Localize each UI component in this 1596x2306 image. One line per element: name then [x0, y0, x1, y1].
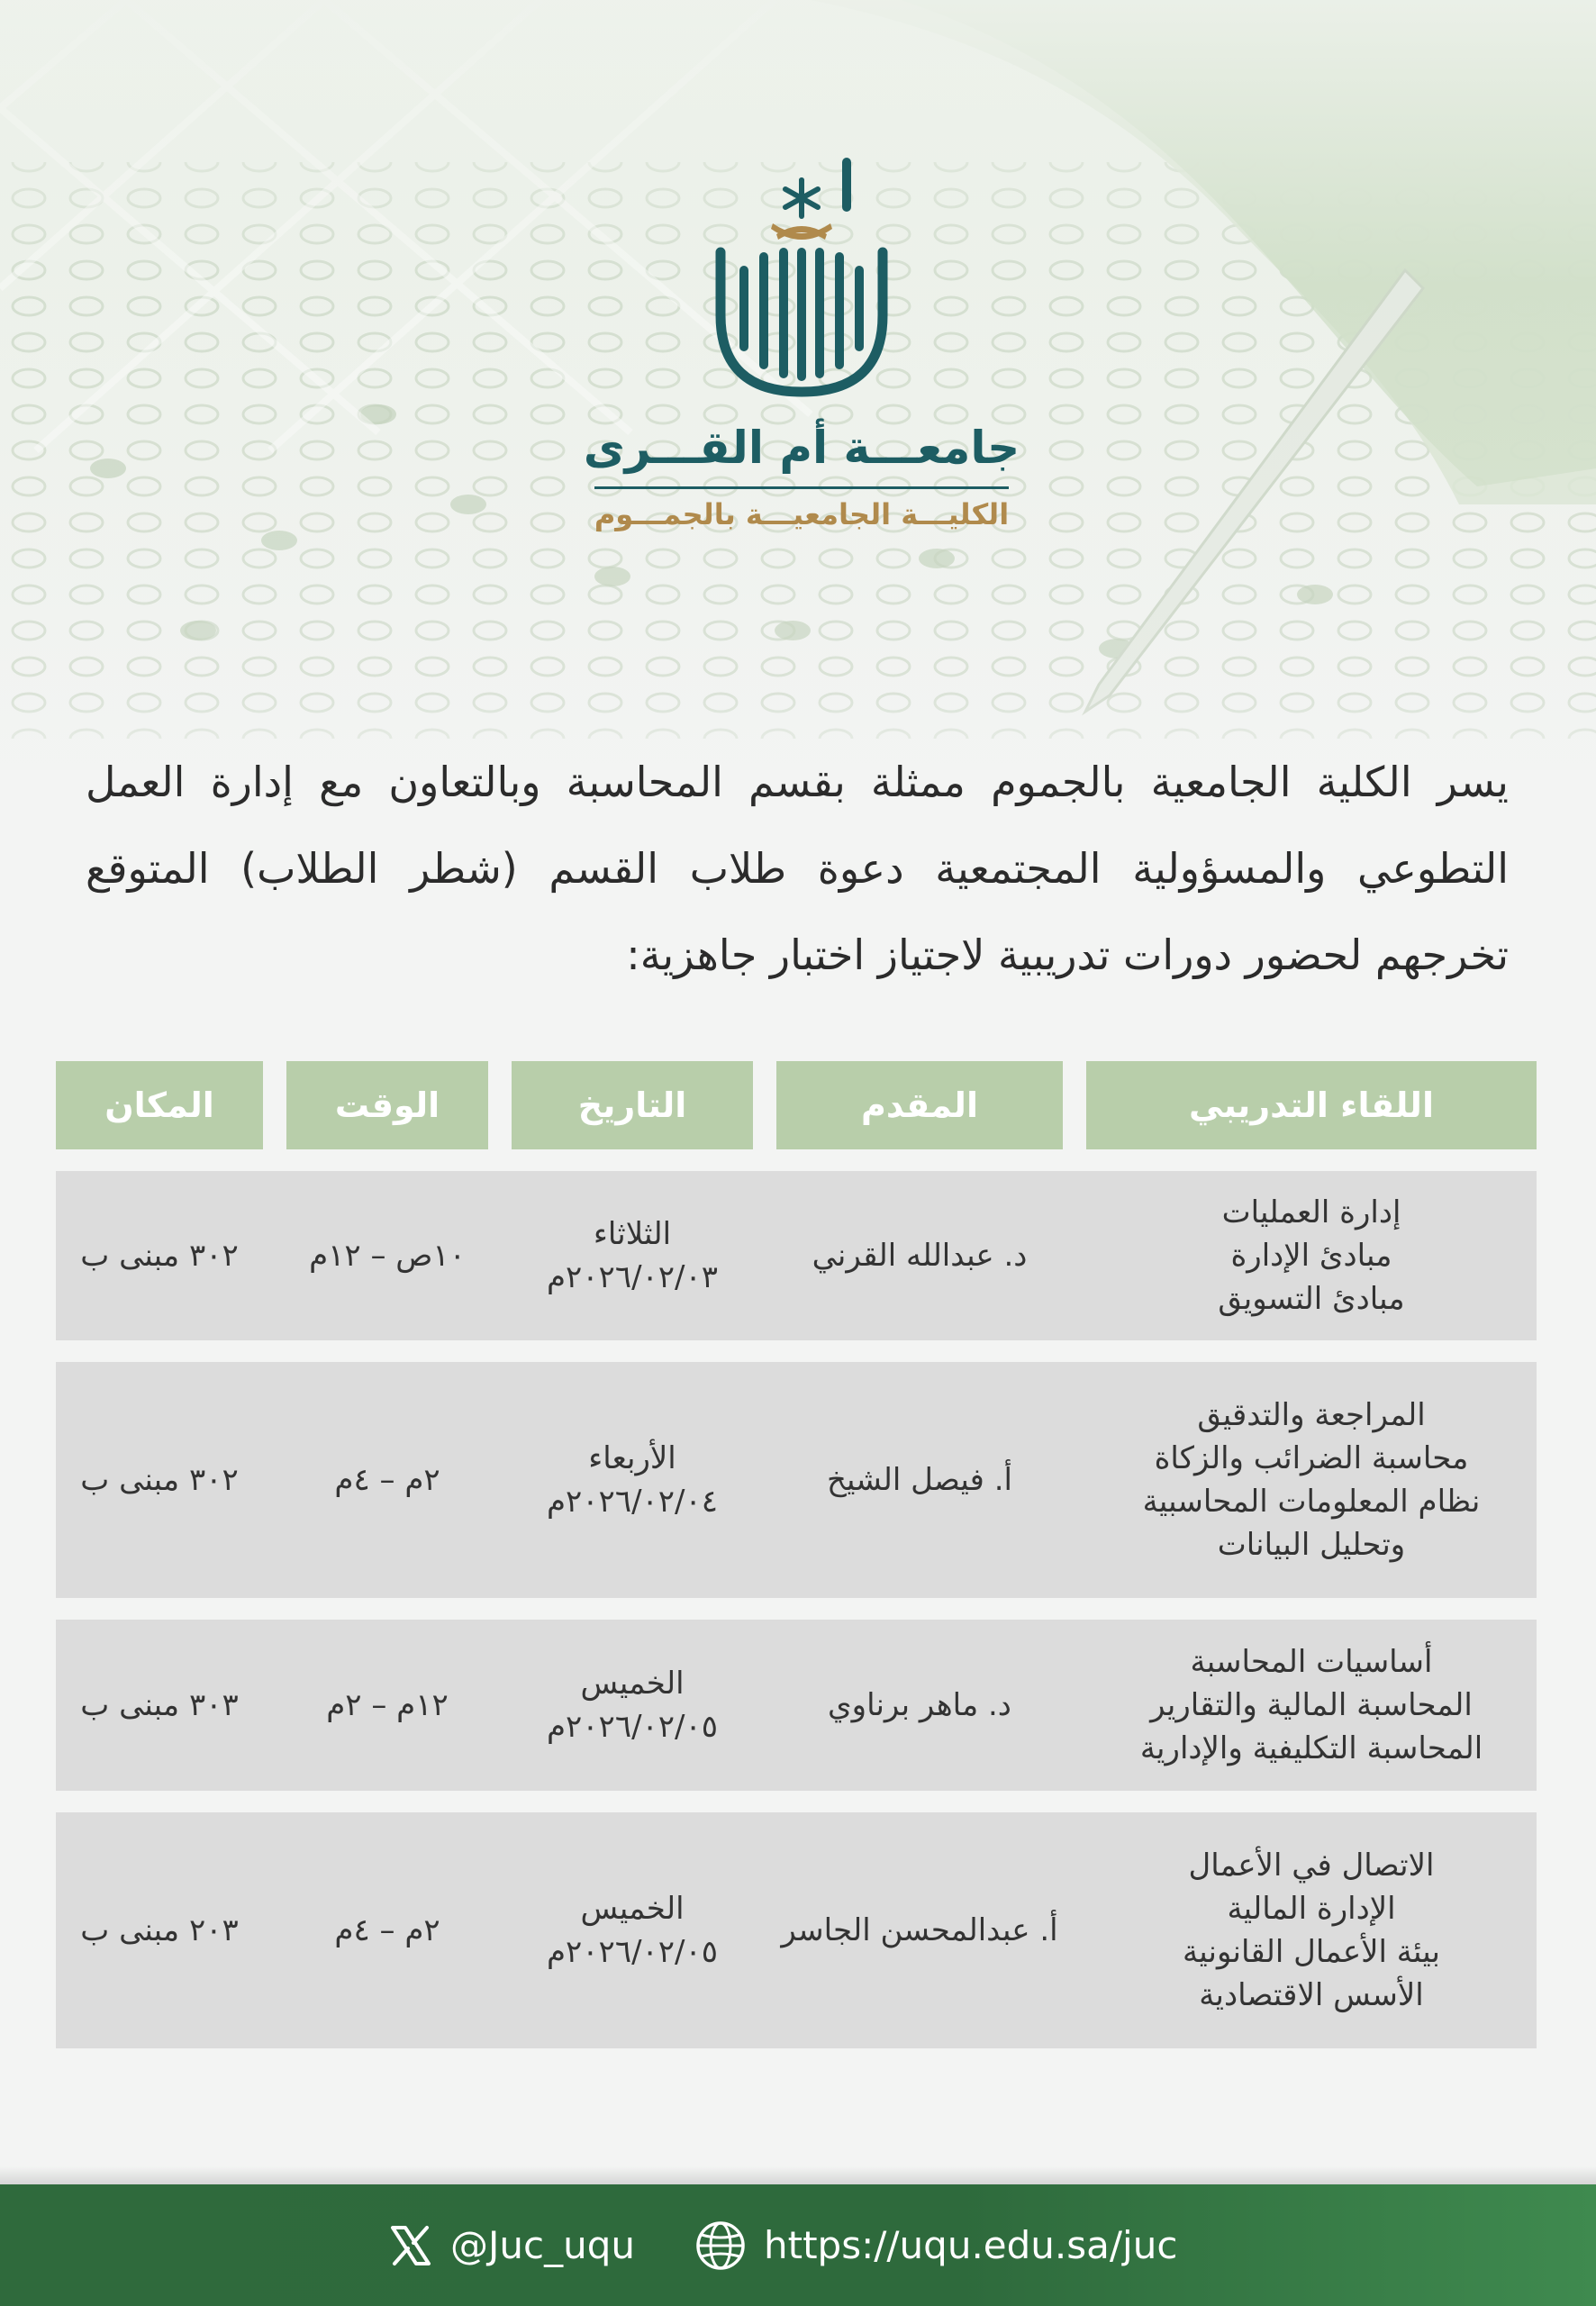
- session-date: [512, 1171, 753, 1340]
- session-topics: [1086, 1812, 1537, 2048]
- table-header: [56, 1061, 1537, 1149]
- session-date: [512, 1362, 753, 1598]
- presenter: أ. فيصل الشيخ: [827, 1462, 1012, 1498]
- header-presenter: المقدم: [776, 1061, 1063, 1149]
- university-emblem-icon: [712, 153, 892, 405]
- announcement-text: يسر الكلية الجامعية بالجموم ممثلة بقسم المحاسبة وبالتعاون مع إدارة العمل التطوعي والمسؤولية المجتمعية دعوة طلاب القسم (شطر الطلاب) المتوقع تخرجهم لحضور دورات تدريبية لاجتياز اختبار جاهزية:: [86, 758, 1509, 979]
- session-time: ١٢م – ٢م: [326, 1687, 449, 1723]
- x-handle-text: @Juc_uqu: [450, 2223, 635, 2267]
- presenter: أ. عبدالمحسن الجاسر: [781, 1912, 1058, 1948]
- footer-shadow: [0, 2166, 1596, 2184]
- x-handle-link[interactable]: [387, 2184, 635, 2306]
- session-place: ٣٠٣ مبنى ب: [80, 1687, 239, 1723]
- session-date: [512, 1812, 753, 2048]
- topic: الأسس الاقتصادية: [1199, 1977, 1424, 2013]
- schedule-table: [56, 1061, 1537, 2048]
- college-name: الكليـــة الجامعيـــة بالجمـــوم: [594, 497, 1010, 531]
- topic: وتحليل البيانات: [1217, 1527, 1406, 1563]
- topic: مبادئ الإدارة: [1230, 1238, 1392, 1274]
- topic: الإدارة المالية: [1227, 1891, 1396, 1927]
- date: ٢٠٢٦/٠٢/٠٤م: [546, 1484, 719, 1520]
- topic: الاتصال في الأعمال: [1188, 1848, 1435, 1884]
- header-session: اللقاء التدريبي: [1086, 1061, 1537, 1149]
- topic: بيئة الأعمال القانونية: [1183, 1934, 1441, 1970]
- header-time: الوقت: [286, 1061, 488, 1149]
- presenter: د. ماهر برناوي: [828, 1687, 1011, 1723]
- university-logo: [576, 153, 1027, 549]
- table-row: [56, 1620, 1537, 1791]
- day: الثلاثاء: [593, 1216, 672, 1252]
- topic: محاسبة الضرائب والزكاة: [1154, 1440, 1469, 1476]
- session-time: ٢م – ٤م: [334, 1462, 440, 1498]
- date: ٢٠٢٦/٠٢/٠٥م: [546, 1934, 719, 1970]
- footer-bar: [0, 2184, 1596, 2306]
- website-text: https://uqu.edu.sa/juc: [764, 2223, 1178, 2267]
- topic: أساسيات المحاسبة: [1190, 1644, 1433, 1680]
- date: ٢٠٢٦/٠٢/٠٥م: [546, 1709, 719, 1745]
- header-place: المكان: [56, 1061, 263, 1149]
- session-time: ٢م – ٤م: [334, 1912, 440, 1948]
- table-row: [56, 1812, 1537, 2048]
- session-place: ٢٠٣ مبنى ب: [80, 1912, 239, 1948]
- day: الخميس: [580, 1666, 685, 1702]
- topic: نظام المعلومات المحاسبية: [1142, 1484, 1481, 1520]
- logo-divider: [594, 486, 1009, 489]
- day: الأربعاء: [588, 1440, 676, 1476]
- table-row: [56, 1171, 1537, 1340]
- session-topics: [1086, 1171, 1537, 1340]
- session-topics: [1086, 1362, 1537, 1598]
- session-date: [512, 1620, 753, 1791]
- day: الخميس: [580, 1891, 685, 1927]
- date: ٢٠٢٦/٠٢/٠٣م: [546, 1259, 719, 1295]
- topic: مبادئ التسويق: [1218, 1281, 1405, 1317]
- session-time: ١٠ص – ١٢م: [309, 1238, 466, 1274]
- topic: إدارة العمليات: [1221, 1194, 1401, 1230]
- presenter: د. عبدالله القرني: [812, 1238, 1028, 1274]
- website-link[interactable]: [694, 2184, 1177, 2306]
- globe-icon: [694, 2219, 748, 2273]
- session-topics: [1086, 1620, 1537, 1791]
- topic: المحاسبة التكليفية والإدارية: [1139, 1730, 1483, 1766]
- session-place: ٣٠٢ مبنى ب: [80, 1462, 239, 1498]
- x-logo-icon: [387, 2222, 434, 2269]
- session-place: ٣٠٢ مبنى ب: [80, 1238, 239, 1274]
- topic: المحاسبة المالية والتقارير: [1150, 1687, 1473, 1723]
- header-date: التاريخ: [512, 1061, 753, 1149]
- table-row: [56, 1362, 1537, 1598]
- university-name: جامعـــة أم القـــرى: [583, 422, 1020, 474]
- topic: المراجعة والتدقيق: [1197, 1397, 1426, 1433]
